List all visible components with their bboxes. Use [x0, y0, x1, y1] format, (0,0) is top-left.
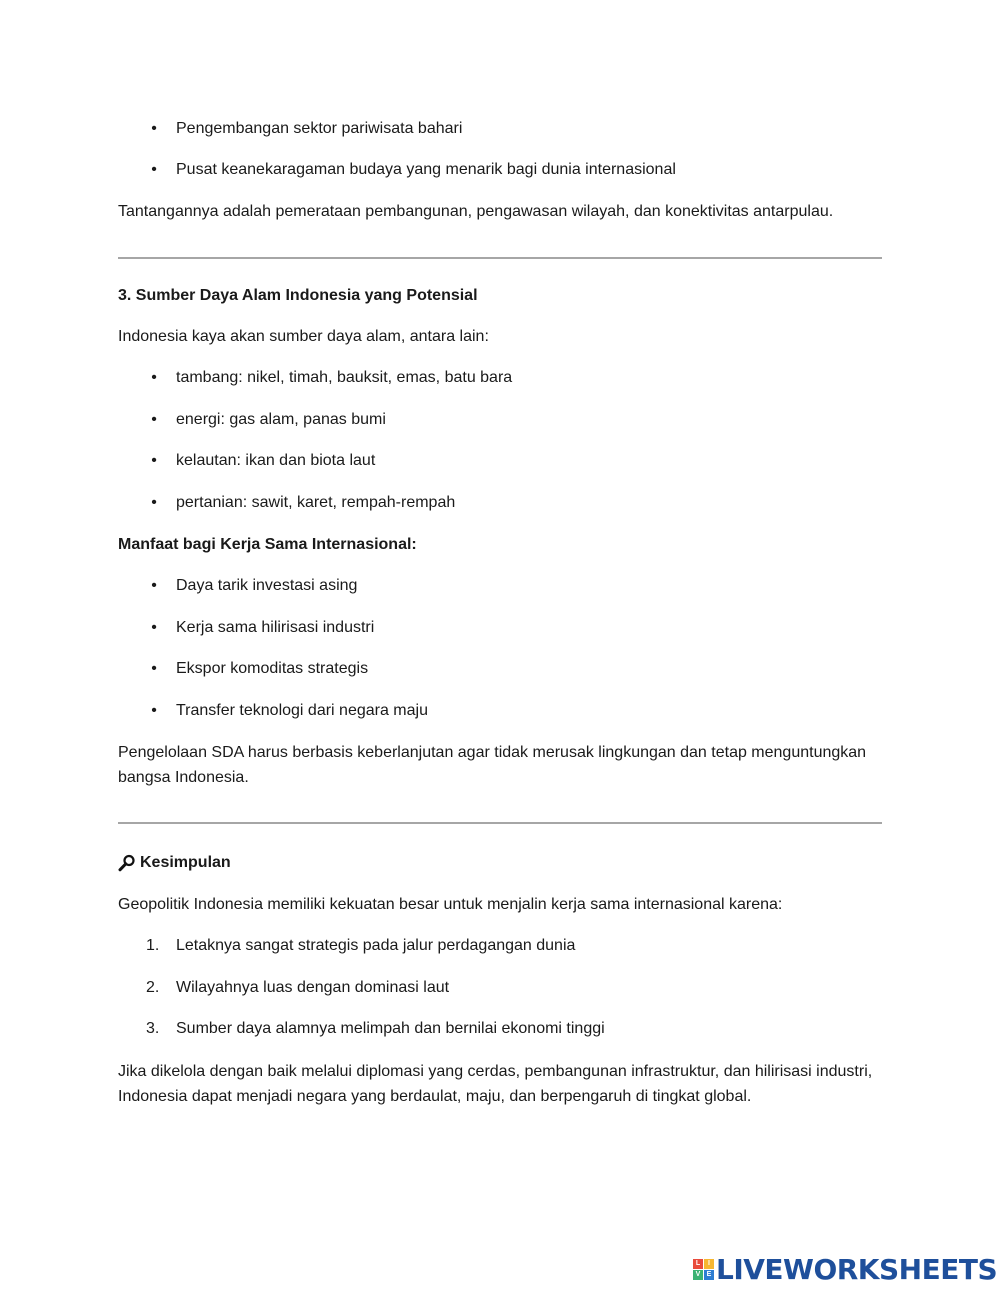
conclusion-heading: Kesimpulan [140, 854, 231, 871]
divider [118, 822, 882, 824]
logo-text: LIVEWORKSHEETS [716, 1252, 998, 1286]
bullet-icon: • [151, 120, 157, 137]
list-item-text: Pengembangan sektor pariwisata bahari [176, 120, 463, 137]
list-item-text: Letaknya sangat strategis pada jalur perdagangan dunia [176, 937, 576, 954]
list-item-text: Sumber daya alamnya melimpah dan bernilai ekonomi tinggi [176, 1020, 605, 1037]
conclusion-intro: Geopolitik Indonesia memiliki kekuatan besar untuk menjalin kerja sama internasional karena: [118, 896, 783, 913]
bullet-icon: • [151, 411, 157, 428]
badge-letter: L [693, 1259, 703, 1269]
section3-closing: Pengelolaan SDA harus berbasis keberlanjutan agar tidak merusak lingkungan dan tetap menguntungkan bangsa Indonesia. [118, 744, 867, 786]
conclusion-heading-row [118, 851, 882, 875]
badge-letter: E [704, 1270, 714, 1280]
list-item-text: tambang: nikel, timah, bauksit, emas, batu bara [176, 369, 513, 386]
list-item-text: energi: gas alam, panas bumi [176, 411, 386, 428]
section2-closing: Tantangannya adalah pemerataan pembangunan, pengawasan wilayah, dan konektivitas antarpulau. [118, 203, 834, 220]
list-item-text: Daya tarik investasi asing [176, 577, 358, 594]
bullet-icon: • [151, 660, 157, 677]
list-number: 1. [146, 937, 160, 954]
list-item-text: Wilayahnya luas dengan dominasi laut [176, 979, 450, 996]
bullet-icon: • [151, 577, 157, 594]
list-number: 3. [146, 1020, 160, 1037]
divider [118, 257, 882, 259]
list-item-text: kelautan: ikan dan biota laut [176, 452, 376, 469]
section3-heading: 3. Sumber Daya Alam Indonesia yang Potensial [118, 287, 478, 304]
badge-letter: I [704, 1259, 714, 1269]
conclusion-closing: Jika dikelola dengan baik melalui diplomasi yang cerdas, pembangunan infrastruktur, dan hilirisasi industri, Indonesia dapat menjadi negara yang berdaulat, maju, dan berpengaruh di tingkat global. [118, 1063, 873, 1105]
list-number: 2. [146, 979, 160, 996]
bullet-icon: • [151, 369, 157, 386]
list-item-text: pertanian: sawit, karet, rempah-rempah [176, 494, 456, 511]
bullet-icon: • [151, 161, 157, 178]
benefits-heading: Manfaat bagi Kerja Sama Internasional: [118, 536, 417, 553]
list-item-text: Kerja sama hilirisasi industri [176, 619, 375, 636]
liveworksheets-logo [693, 1254, 997, 1284]
list-item-text: Transfer teknologi dari negara maju [176, 702, 428, 719]
bullet-icon: • [151, 494, 157, 511]
section3-intro: Indonesia kaya akan sumber daya alam, antara lain: [118, 328, 489, 345]
magnifier-icon [118, 854, 136, 872]
bullet-icon: • [151, 452, 157, 469]
list-item-text: Pusat keanekaragaman budaya yang menarik bagi dunia internasional [176, 161, 676, 178]
bullet-icon: • [151, 619, 157, 636]
list-item-text: Ekspor komoditas strategis [176, 660, 369, 677]
logo-badge-icon [693, 1259, 714, 1280]
bullet-icon: • [151, 702, 157, 719]
badge-letter: V [693, 1270, 703, 1280]
